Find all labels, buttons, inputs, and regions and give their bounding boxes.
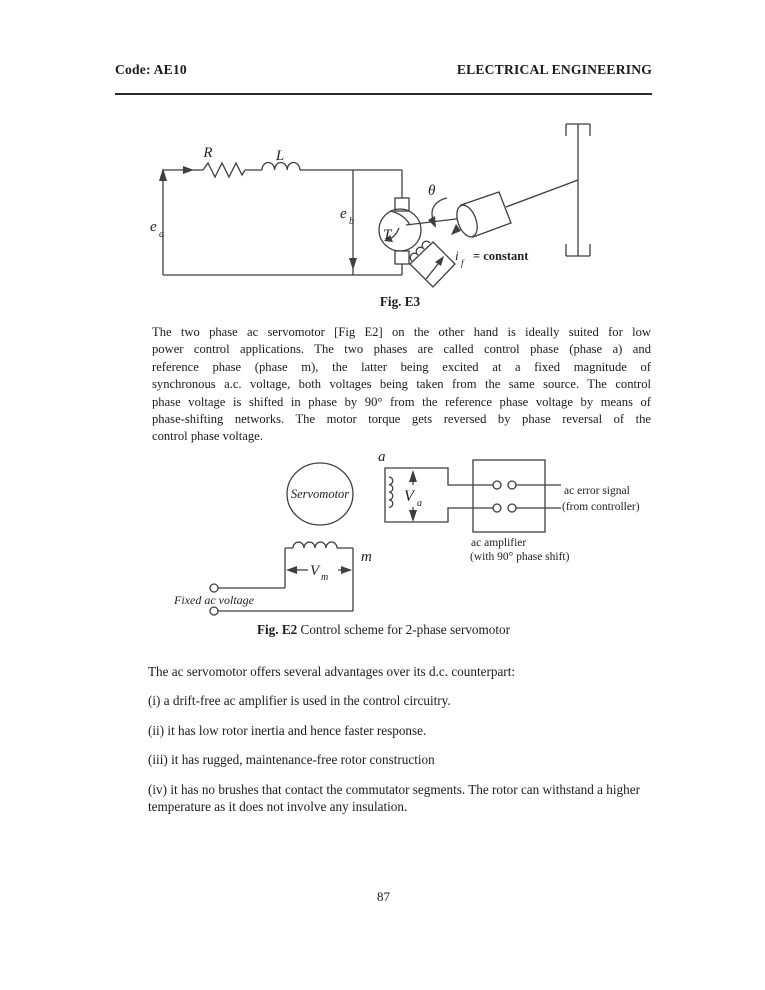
advantages-intro: The ac servomotor offers several advantages over its d.c. counterpart: (148, 664, 516, 679)
fig-e2-control-scheme-diagram (140, 445, 660, 620)
field-coil (410, 241, 430, 261)
label-if-constant: = constant (473, 249, 529, 263)
label-ea-sub: a (159, 229, 164, 240)
page-header (115, 62, 652, 78)
field-winding (410, 241, 455, 287)
label-eb: e (340, 206, 347, 222)
brush-bottom (395, 251, 409, 264)
label-T: T (383, 227, 392, 243)
page-number: 87 (377, 889, 390, 904)
label-Va: V (404, 488, 414, 505)
label-theta: θ (428, 183, 436, 199)
advantages-section (148, 663, 652, 815)
fig-e3-circuit-diagram (140, 108, 660, 298)
va-down-arrow (409, 510, 417, 522)
ac-amplifier (470, 460, 640, 563)
circuit-wires (159, 163, 402, 276)
supply-terminal-top (210, 584, 218, 592)
label-L: L (275, 148, 285, 164)
fig-e2-caption (115, 622, 652, 638)
advantage-item: (iv) it has no brushes that contact the commutator segments. The rotor can withstand a higher temperature as it does not involve any insulation. (148, 781, 640, 815)
fig-e2-caption-text: Control scheme for 2-phase servomotor (297, 622, 511, 637)
vm-left-arrow (286, 566, 297, 574)
advantage-item: (i) a drift-free ac amplifier is used in the control circuitry. (148, 693, 451, 709)
fig-e2-caption-number: Fig. E2 (256, 622, 298, 637)
label-Vm-sub: m (321, 572, 329, 583)
label-if-sub: f (461, 258, 464, 268)
label-phase-shift: (with 90° phase shift) (470, 551, 570, 563)
field-arrowhead (435, 256, 444, 266)
label-phase-a: a (378, 449, 386, 465)
servomotor-symbol (287, 463, 353, 525)
label-Vm: V (310, 563, 320, 579)
fig-e3-caption: Fig. E3 (379, 294, 421, 309)
label-ea: e (150, 219, 157, 235)
servomotor-label: Servomotor (290, 487, 350, 501)
label-ac-error-signal: ac error signal (564, 485, 630, 497)
paragraph-line: reference phase (phase m), the latter being excited at a fixed magnitude of (152, 359, 651, 374)
reference-coil (293, 542, 337, 548)
label-phase-m: m (361, 549, 372, 565)
label-if: i (455, 248, 459, 263)
body-paragraph (152, 324, 651, 446)
current-right-arrow (183, 166, 194, 174)
vm-right-arrow (341, 566, 352, 574)
doc-code: Code: AE10 (115, 62, 187, 77)
label-Va-sub: a (417, 498, 422, 509)
control-coil (389, 477, 393, 507)
va-up-arrow (409, 470, 417, 482)
paragraph-line: power control applications. The two phases are called control phase (phase a) and (152, 342, 651, 357)
supply-terminal-bottom (210, 607, 218, 615)
advantage-item: (iii) it has rugged, maintenance-free rotor construction (148, 752, 435, 768)
doc-title: ELECTRICAL ENGINEERING (456, 62, 652, 77)
reference-phase-winding (173, 542, 372, 615)
gear-cylinder-face (453, 202, 481, 239)
resistor-symbol (203, 163, 245, 177)
control-winding-box (385, 468, 493, 522)
paragraph-line: phase-shifting networks. The motor torque gets reversed by phase reversal of the (152, 412, 651, 427)
eb-down-arrow (349, 258, 357, 270)
paragraph-line: synchronous a.c. voltage, both voltages being taken from the same source. The control (152, 377, 651, 392)
paragraph-line: The two phase ac servomotor [Fig E2] on the other hand is ideally suited for low (152, 325, 651, 339)
field-arrow-line (426, 264, 438, 279)
header-rule (115, 93, 652, 95)
advantage-item: (ii) it has low rotor inertia and hence faster response. (148, 722, 427, 738)
label-fixed-ac-voltage: Fixed ac voltage (174, 593, 254, 607)
error-signal-leads (516, 485, 561, 508)
load-shaft (506, 180, 578, 207)
paragraph-line: control phase voltage. (152, 429, 263, 444)
label-eb-sub: b (349, 216, 354, 227)
label-ac-amplifier: ac amplifier (471, 537, 527, 549)
label-R: R (203, 145, 213, 161)
paragraph-line: phase voltage is shifted in phase by 90° from the reference phase voltage by means of (152, 394, 651, 409)
label-from-controller: (from controller) (562, 501, 640, 513)
amplifier-box (473, 460, 545, 532)
